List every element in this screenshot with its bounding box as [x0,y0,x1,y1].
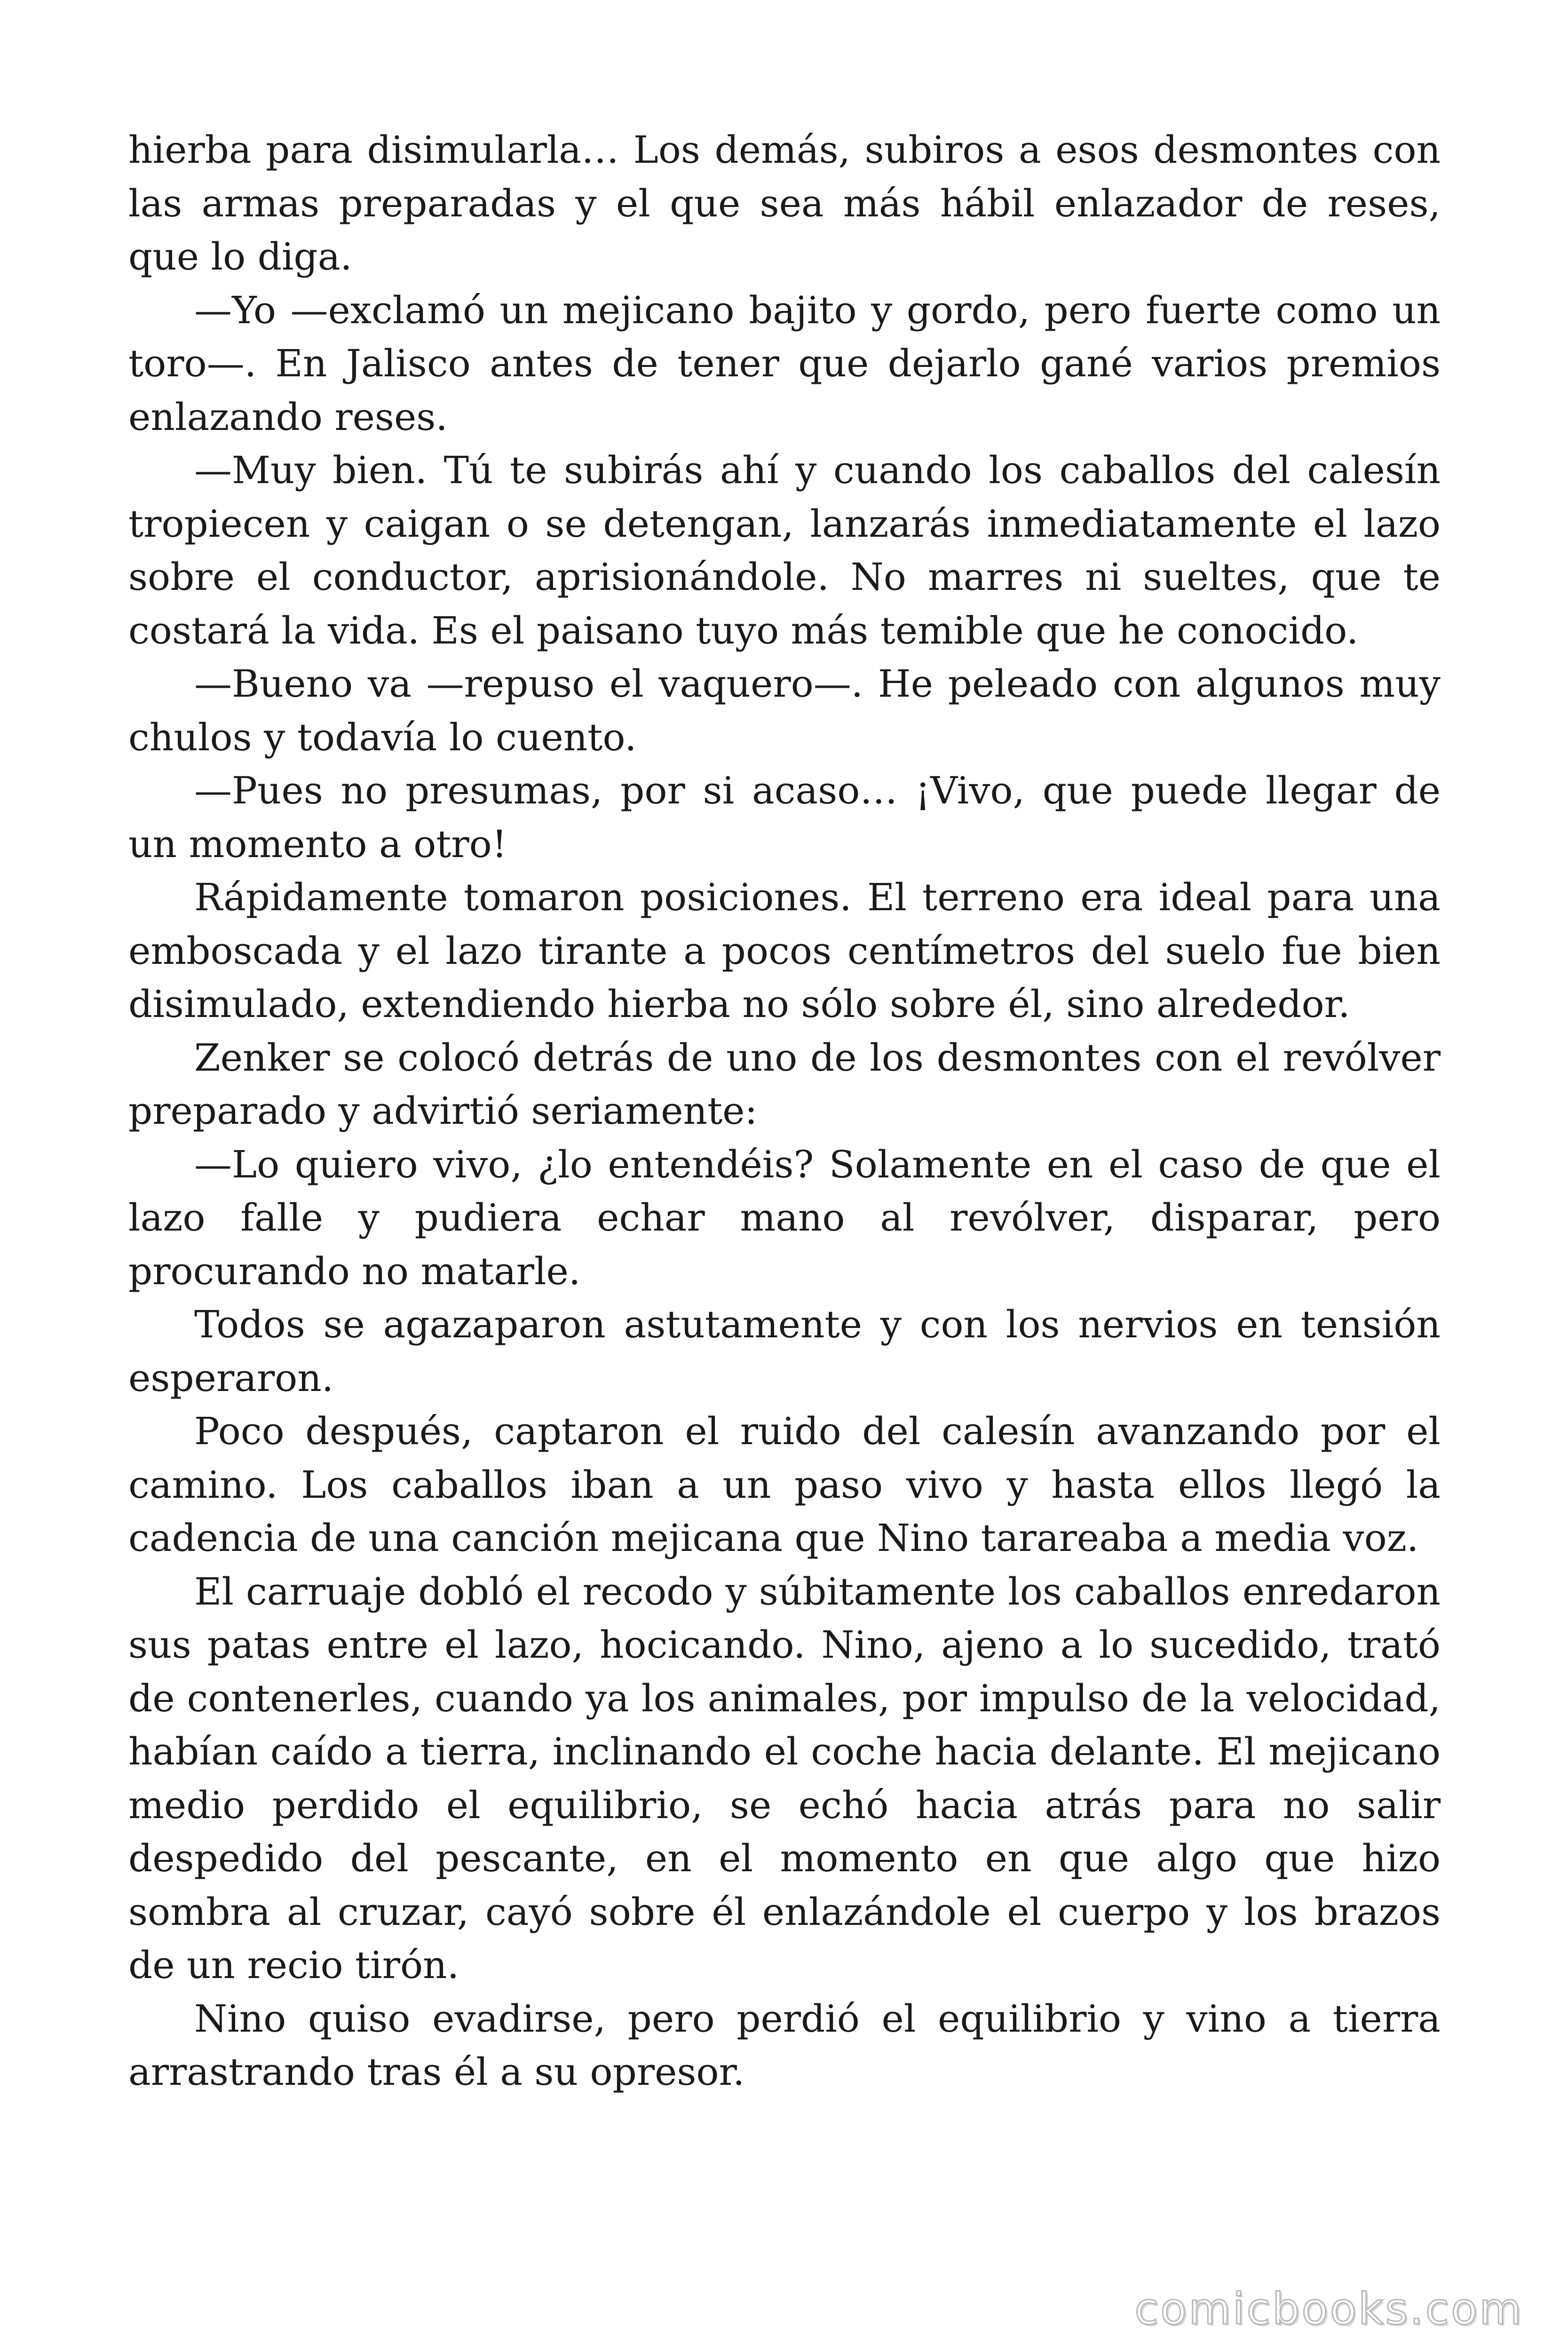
paragraph: Poco después, captaron el ruido del calesín avanzando por el camino. Los caballos iban a un paso vivo y hasta ellos llegó la cadencia de una canción mejicana que Nino tarareaba a media voz. [128,1409,1441,1560]
watermark: comicbooks.com [1134,2284,1523,2334]
paragraph: —Pues no presumas, por si acaso… ¡Vivo, que puede llegar de un momento a otro! [128,769,1441,866]
paragraph: —Lo quiero vivo, ¿lo entendéis? Solamente en el caso de que el lazo falle y pudiera echar mano al revólver, disparar, pero procurando no matarle. [128,1142,1441,1293]
body-text [128,123,1441,2099]
paragraph: Todos se agazaparon astutamente y con los nervios en tensión esperaron. [128,1303,1441,1400]
paragraph: Nino quiso evadirse, pero perdió el equilibrio y vino a tierra arrastrando tras él a su opresor. [128,1996,1441,2094]
paragraph: —Yo —exclamó un mejicano bajito y gordo, pero fuerte como un toro—. En Jalisco antes de tener que dejarlo gané varios premios enlazando reses. [128,288,1441,439]
paragraph: —Bueno va —repuso el vaquero—. He peleado con algunos muy chulos y todavía lo cuento. [128,662,1441,759]
paragraph: hierba para disimularla… Los demás, subiros a esos desmontes con las armas preparadas y el que sea más hábil enlazador de reses, que lo diga. [128,128,1441,278]
paragraph: Rápidamente tomaron posiciones. El terreno era ideal para una emboscada y el lazo tirante a pocos centímetros del suelo fue bien disimulado, extendiendo hierba no sólo sobre él, sino alrededor. [128,875,1441,1026]
paragraph: Zenker se colocó detrás de uno de los desmontes con el revólver preparado y advirtió seriamente: [128,1035,1441,1133]
paragraph: —Muy bien. Tú te subirás ahí y cuando los caballos del calesín tropiecen y caigan o se detengan, lanzarás inmediatamente el lazo sobre el conductor, aprisionándole. No marres ni sueltes, que te costará la vida. Es el paisano tuyo más temible que he conocido. [128,448,1441,652]
paragraph: El carruaje dobló el recodo y súbitamente los caballos enredaron sus patas entre el lazo, hocicando. Nino, ajeno a lo sucedido, trató de contenerles, cuando ya los animales, por impulso de la velocidad, habían caído a tierra, inclinando el coche hacia delante. El mejicano medio perdido el equilibrio, se echó hacia atrás para no salir despedido del pescante, en el momento en que algo que hizo sombra al cruzar, cayó sobre él enlazándole el cuerpo y los brazos de un recio tirón. [128,1569,1441,1987]
